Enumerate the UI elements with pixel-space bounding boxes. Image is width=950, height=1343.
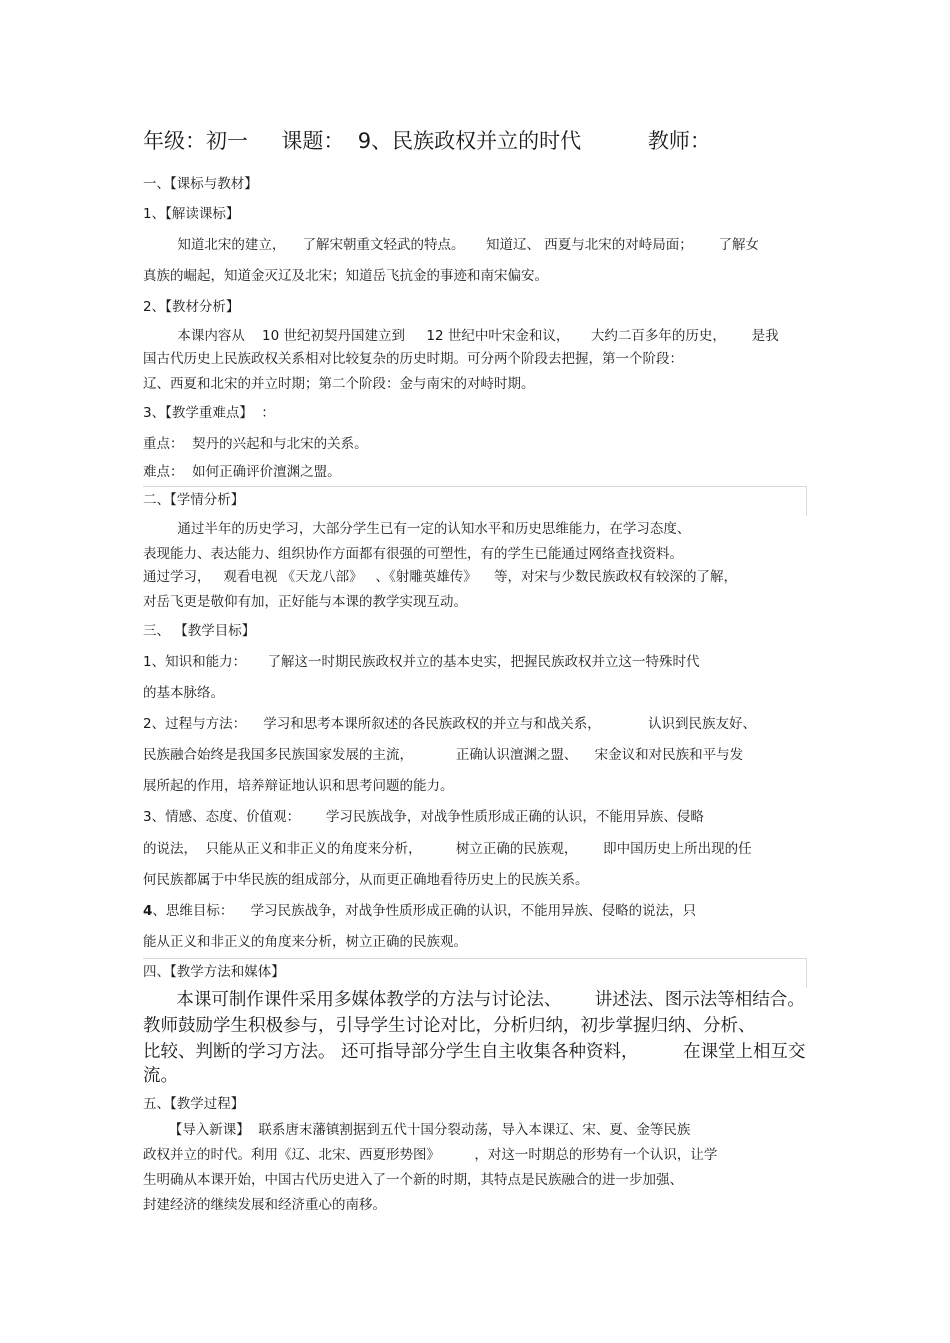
paragraph-line: 能从正义和非正义的角度来分析，树立正确的民族观。	[143, 934, 467, 950]
section-divider-edge	[806, 486, 807, 516]
section-5-heading: 五、【教学过程】	[143, 1096, 245, 1112]
section-2-heading: 二、【学情分析】	[143, 492, 245, 508]
paragraph-line-large: 本课可制作课件采用多媒体教学的方法与讨论法、 讲述法、图示法等相结合。	[143, 990, 805, 1010]
section-3-heading: 三、 【教学目标】	[143, 623, 256, 639]
paragraph-line: 生明确从本课开始，中国古代历史进入了一个新的时期，其特点是民族融合的进一步加强、	[143, 1172, 683, 1188]
section-divider	[143, 958, 807, 959]
paragraph-line: 通过半年的历史学习，大部分学生已有一定的认知水平和历史思维能力，在学习态度、	[143, 521, 691, 537]
objective-text: 、思维目标： 学习民族战争，对战争性质形成正确的认识，不能用异族、侵略的说法，只	[152, 903, 697, 919]
objective-number: 4	[143, 903, 153, 919]
section-1-3-heading: 3、【教学重难点】 ：	[143, 405, 275, 421]
difficult-point-line: 难点： 如何正确评价澶渊之盟。	[143, 464, 341, 480]
paragraph-line	[143, 902, 696, 920]
paragraph-line: 本课内容从 10 世纪初契丹国建立到 12 世纪中叶宋金和议， 大约二百多年的历史， 是我	[143, 328, 779, 344]
paragraph-line: 的说法， 只能从正义和非正义的角度来分析， 树立正确的民族观， 即中国历史上所出现的任	[143, 841, 752, 857]
section-4-heading: 四、【教学方法和媒体】	[143, 964, 285, 980]
section-1-1-heading: 1、【解读课标】	[143, 206, 240, 222]
paragraph-line: 政权并立的时代。利用《辽、北宋、西夏形势图》 ，对这一时期总的形势有一个认识，让学	[143, 1147, 718, 1163]
page-title: 年级：初一 课题： 9、民族政权并立的时代 教师：	[143, 129, 711, 153]
paragraph-line-large: 教师鼓励学生积极参与，引导学生讨论对比，分析归纳，初步掌握归纳、分析、	[143, 1016, 756, 1036]
section-divider-edge	[806, 958, 807, 988]
paragraph-line: 封建经济的继续发展和经济重心的南移。	[143, 1197, 386, 1213]
paragraph-line: 1、知识和能力： 了解这一时期民族政权并立的基本史实，把握民族政权并立这一特殊时代	[143, 654, 700, 670]
key-point-line: 重点： 契丹的兴起和与北宋的关系。	[143, 436, 368, 452]
paragraph-line: 辽、西夏和北宋的并立时期；第二个阶段：金与南宋的对峙时期。	[143, 376, 535, 392]
paragraph-line: 民族融合始终是我国多民族国家发展的主流， 正确认识澶渊之盟、 宋金议和对民族和平与发	[143, 747, 744, 763]
paragraph-line: 对岳飞更是敬仰有加，正好能与本课的教学实现互动。	[143, 594, 467, 610]
section-1-2-heading: 2、【教材分析】	[143, 299, 240, 315]
paragraph-line: 3、情感、态度、价值观： 学习民族战争，对战争性质形成正确的认识，不能用异族、侵略	[143, 809, 704, 825]
paragraph-line: 国古代历史上民族政权关系相对比较复杂的历史时期。可分两个阶段去把握，第一个阶段：	[143, 351, 683, 367]
paragraph-line-large: 流。	[143, 1066, 178, 1086]
paragraph-line: 【导入新课】 联系唐末藩镇割据到五代十国分裂动荡，导入本课辽、宋、夏、金等民族	[143, 1122, 691, 1138]
paragraph-line: 2、过程与方法： 学习和思考本课所叙述的各民族政权的并立与和战关系， 认识到民族友好、	[143, 716, 756, 732]
paragraph-line: 知道北宋的建立， 了解宋朝重文轻武的特点。 知道辽、 西夏与北宋的对峙局面； 了解女	[143, 237, 759, 253]
paragraph-line: 何民族都属于中华民族的组成部分，从而更正确地看待历史上的民族关系。	[143, 872, 589, 888]
section-divider	[143, 486, 807, 487]
paragraph-line: 表现能力、表达能力、组织协作方面都有很强的可塑性，有的学生已能通过网络查找资料。	[143, 546, 683, 562]
paragraph-line-large: 比较、判断的学习方法。 还可指导部分学生自主收集各种资料， 在课堂上相互交	[143, 1042, 806, 1062]
paragraph-line: 真族的崛起，知道金灭辽及北宋；知道岳飞抗金的事迹和南宋偏安。	[143, 268, 548, 284]
section-1-heading: 一、【课标与教材】	[143, 176, 258, 192]
paragraph-line: 展所起的作用，培养辩证地认识和思考问题的能力。	[143, 778, 454, 794]
paragraph-line: 的基本脉络。	[143, 685, 224, 701]
paragraph-line: 通过学习， 观看电视 《天龙八部》 、《射雕英雄传》 等，对宋与少数民族政权有较深的了解，	[143, 569, 737, 585]
